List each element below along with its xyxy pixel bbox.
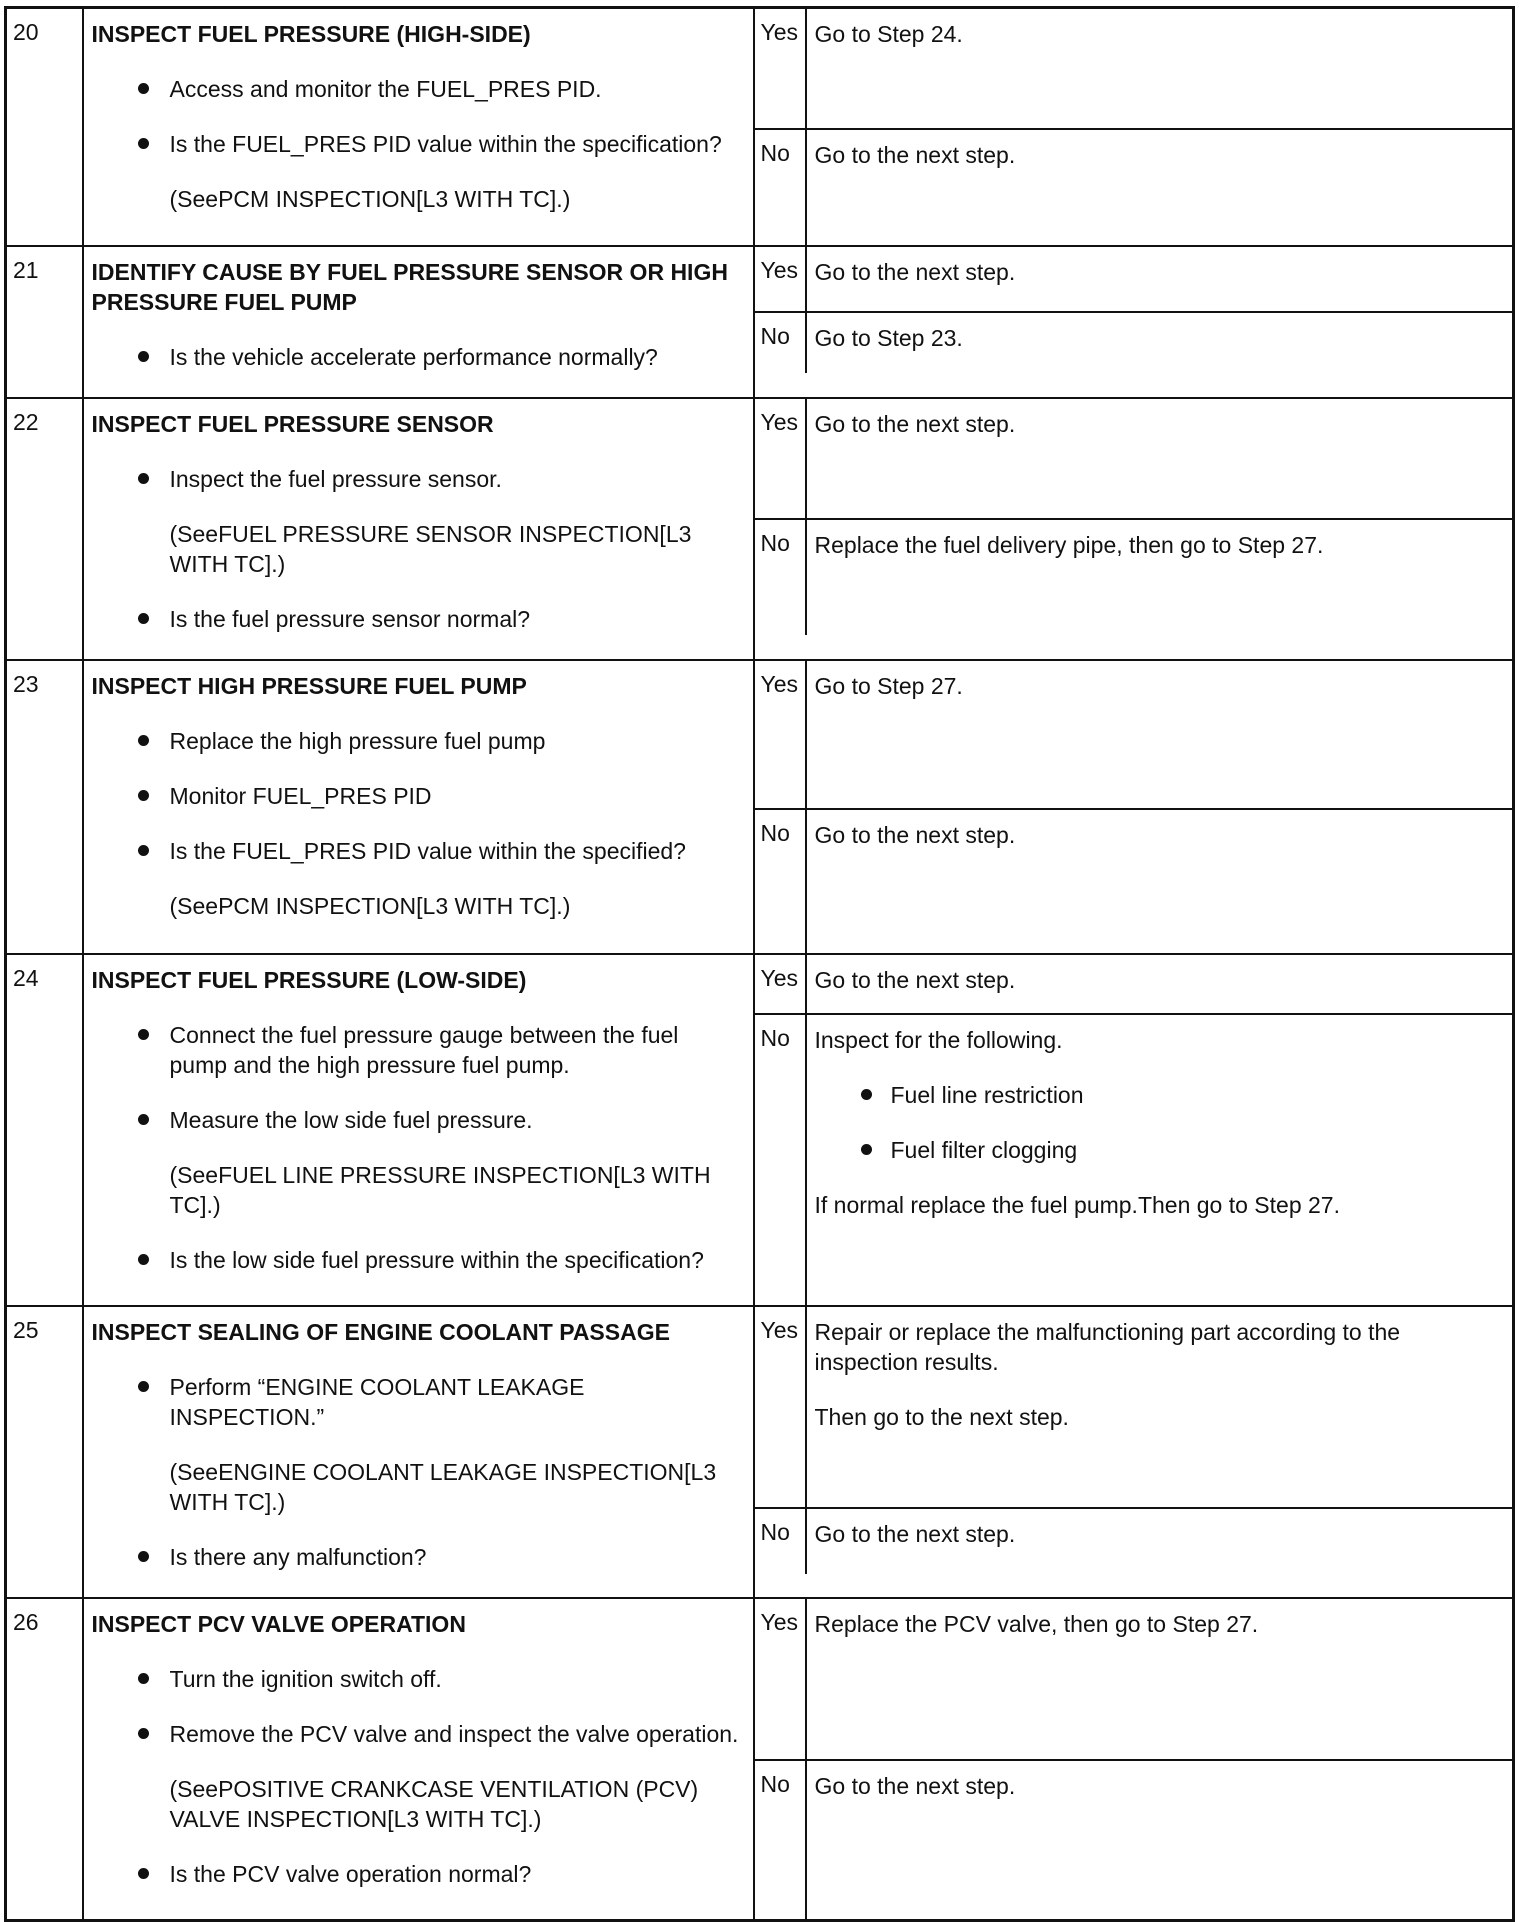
result-stack bbox=[755, 661, 1513, 953]
step-title: INSPECT FUEL PRESSURE (LOW-SIDE) bbox=[91, 967, 527, 993]
result-stack bbox=[755, 399, 1513, 635]
no-result bbox=[755, 313, 1513, 373]
bullet-text: Connect the fuel pressure gauge between the fuel pump and the high pressure fuel pump. bbox=[169, 1022, 679, 1078]
yes-label: Yes bbox=[755, 247, 807, 311]
result-text bbox=[807, 1307, 1513, 1507]
bullet-dot-icon bbox=[138, 1673, 149, 1684]
result-line: Go to Step 23. bbox=[814, 325, 963, 351]
step-bullet-list bbox=[92, 1020, 741, 1275]
step-result bbox=[754, 398, 1514, 660]
step-bullet bbox=[92, 1372, 741, 1517]
bullet-text: Access and monitor the FUEL_PRES PID. bbox=[169, 76, 602, 102]
bullet-text: Inspect the fuel pressure sensor. bbox=[169, 466, 502, 492]
bullet-text: Is the FUEL_PRES PID value within the specified? bbox=[169, 838, 686, 864]
bullet-text: Replace the high pressure fuel pump bbox=[169, 728, 546, 754]
step-bullet bbox=[92, 781, 741, 811]
step-number: 21 bbox=[6, 246, 83, 398]
step-number: 26 bbox=[6, 1598, 83, 1921]
bullet-text: Monitor FUEL_PRES PID bbox=[169, 783, 432, 809]
yes-label: Yes bbox=[755, 399, 807, 518]
step-result bbox=[754, 954, 1514, 1306]
result-line: Repair or replace the malfunctioning part according to the inspection results. bbox=[814, 1319, 1401, 1375]
step-bullet-list bbox=[92, 1664, 741, 1889]
no-result bbox=[755, 1761, 1513, 1919]
step-action bbox=[83, 8, 754, 247]
result-text bbox=[807, 399, 1513, 518]
result-line: Go to the next step. bbox=[814, 411, 1016, 437]
step-title: INSPECT FUEL PRESSURE (HIGH-SIDE) bbox=[91, 21, 531, 47]
step-number: 23 bbox=[6, 660, 83, 954]
step-row bbox=[6, 8, 1514, 247]
bullet-dot-icon bbox=[138, 1114, 149, 1125]
result-line: Go to the next step. bbox=[814, 259, 1016, 285]
bullet-dot-icon bbox=[138, 790, 149, 801]
result-line: Replace the fuel delivery pipe, then go to Step 27. bbox=[814, 532, 1324, 558]
step-action bbox=[83, 660, 754, 954]
bullet-dot-icon bbox=[138, 1029, 149, 1040]
result-text bbox=[807, 520, 1513, 635]
bullet-dot-icon bbox=[138, 83, 149, 94]
step-row bbox=[6, 246, 1514, 398]
step-result bbox=[754, 660, 1514, 954]
yes-result bbox=[755, 661, 1513, 810]
diagnostic-procedure-document bbox=[4, 6, 1515, 1887]
step-bullet bbox=[92, 1859, 741, 1889]
yes-label: Yes bbox=[755, 1599, 807, 1759]
step-bullet bbox=[92, 1105, 741, 1220]
result-line: Go to the next step. bbox=[814, 967, 1016, 993]
see-reference-link[interactable]: (SeePCM INSPECTION[L3 WITH TC].) bbox=[169, 893, 571, 919]
result-text bbox=[807, 9, 1513, 128]
step-bullet bbox=[92, 1719, 741, 1834]
result-bullet-text: Fuel filter clogging bbox=[890, 1137, 1078, 1163]
step-row bbox=[6, 660, 1514, 954]
bullet-text: Measure the low side fuel pressure. bbox=[169, 1107, 533, 1133]
yes-result bbox=[755, 9, 1513, 130]
result-line: Go to the next step. bbox=[814, 1521, 1016, 1547]
no-label: No bbox=[755, 520, 807, 635]
see-reference-link[interactable]: (SeeFUEL PRESSURE SENSOR INSPECTION[L3 WITH TC].) bbox=[169, 521, 692, 577]
result-line: Then go to the next step. bbox=[814, 1404, 1069, 1430]
bullet-text: Remove the PCV valve and inspect the valve operation. bbox=[169, 1721, 739, 1747]
yes-label: Yes bbox=[755, 9, 807, 128]
result-text bbox=[807, 1761, 1513, 1919]
bullet-dot-icon bbox=[138, 138, 149, 149]
yes-label: Yes bbox=[755, 1307, 807, 1507]
result-text bbox=[807, 810, 1513, 953]
bullet-dot-icon bbox=[138, 1728, 149, 1739]
see-reference-link[interactable]: (SeeFUEL LINE PRESSURE INSPECTION[L3 WITH TC].) bbox=[169, 1162, 711, 1218]
result-line: If normal replace the fuel pump.Then go to Step 27. bbox=[814, 1192, 1340, 1218]
result-text bbox=[807, 313, 1513, 373]
step-action bbox=[83, 398, 754, 660]
step-result bbox=[754, 1306, 1514, 1598]
bullet-text: Turn the ignition switch off. bbox=[169, 1666, 442, 1692]
step-bullet-list bbox=[92, 464, 741, 634]
no-result bbox=[755, 1509, 1513, 1574]
step-title: IDENTIFY CAUSE BY FUEL PRESSURE SENSOR OR HIGH PRESSURE FUEL PUMP bbox=[91, 259, 728, 315]
step-action bbox=[83, 1306, 754, 1598]
step-bullet-list bbox=[92, 1372, 741, 1572]
step-bullet bbox=[92, 1020, 741, 1080]
no-result bbox=[755, 810, 1513, 953]
result-bullet-list bbox=[815, 1080, 1503, 1165]
step-bullet-list bbox=[92, 342, 741, 372]
step-title: INSPECT FUEL PRESSURE SENSOR bbox=[91, 411, 494, 437]
result-text bbox=[807, 1599, 1513, 1759]
no-label: No bbox=[755, 810, 807, 953]
step-bullet bbox=[92, 129, 741, 214]
step-action bbox=[83, 246, 754, 398]
bullet-text: Is the vehicle accelerate performance normally? bbox=[169, 344, 658, 370]
no-label: No bbox=[755, 1761, 807, 1919]
result-text bbox=[807, 130, 1513, 245]
result-text bbox=[807, 955, 1513, 1013]
bullet-dot-icon bbox=[138, 351, 149, 362]
yes-label: Yes bbox=[755, 661, 807, 808]
step-title: INSPECT HIGH PRESSURE FUEL PUMP bbox=[91, 673, 527, 699]
bullet-text: Is the FUEL_PRES PID value within the specification? bbox=[169, 131, 722, 157]
result-line: Go to the next step. bbox=[814, 1773, 1016, 1799]
step-number: 25 bbox=[6, 1306, 83, 1598]
bullet-text: Is the fuel pressure sensor normal? bbox=[169, 606, 531, 632]
step-row bbox=[6, 398, 1514, 660]
bullet-dot-icon bbox=[861, 1144, 872, 1155]
result-line: Go to Step 27. bbox=[814, 673, 963, 699]
bullet-dot-icon bbox=[138, 613, 149, 624]
yes-result bbox=[755, 1307, 1513, 1509]
no-label: No bbox=[755, 313, 807, 373]
step-number: 20 bbox=[6, 8, 83, 247]
step-bullet bbox=[92, 342, 741, 372]
result-text bbox=[807, 661, 1513, 808]
step-bullet bbox=[92, 604, 741, 634]
step-title: INSPECT PCV VALVE OPERATION bbox=[91, 1611, 466, 1637]
step-result bbox=[754, 246, 1514, 398]
result-bullet bbox=[815, 1135, 1503, 1165]
result-line: Go to Step 24. bbox=[814, 21, 963, 47]
result-stack bbox=[755, 1307, 1513, 1574]
step-bullet-list bbox=[92, 726, 741, 921]
result-line: Go to the next step. bbox=[814, 822, 1016, 848]
result-line: Replace the PCV valve, then go to Step 27. bbox=[814, 1611, 1259, 1637]
result-stack bbox=[755, 9, 1513, 245]
step-result bbox=[754, 1598, 1514, 1921]
result-text bbox=[807, 247, 1513, 311]
result-stack bbox=[755, 1599, 1513, 1919]
bullet-dot-icon bbox=[138, 1551, 149, 1562]
result-bullet-text: Fuel line restriction bbox=[890, 1082, 1084, 1108]
see-reference-link[interactable]: (SeeENGINE COOLANT LEAKAGE INSPECTION[L3 WITH TC].) bbox=[169, 1459, 717, 1515]
step-bullet bbox=[92, 464, 741, 579]
step-number: 24 bbox=[6, 954, 83, 1306]
result-stack bbox=[755, 955, 1513, 1305]
bullet-dot-icon bbox=[861, 1089, 872, 1100]
step-bullet bbox=[92, 1542, 741, 1572]
step-result bbox=[754, 8, 1514, 247]
bullet-dot-icon bbox=[138, 473, 149, 484]
step-row bbox=[6, 1598, 1514, 1921]
bullet-dot-icon bbox=[138, 735, 149, 746]
step-title: INSPECT SEALING OF ENGINE COOLANT PASSAGE bbox=[91, 1319, 670, 1345]
see-reference-link[interactable]: (SeePOSITIVE CRANKCASE VENTILATION (PCV) VALVE INSPECTION[L3 WITH TC].) bbox=[169, 1776, 699, 1832]
step-row bbox=[6, 954, 1514, 1306]
bullet-text: Is there any malfunction? bbox=[169, 1544, 427, 1570]
bullet-dot-icon bbox=[138, 845, 149, 856]
bullet-dot-icon bbox=[138, 1868, 149, 1879]
bullet-dot-icon bbox=[138, 1381, 149, 1392]
no-label: No bbox=[755, 1509, 807, 1574]
see-reference-link[interactable]: (SeePCM INSPECTION[L3 WITH TC].) bbox=[169, 186, 571, 212]
step-action bbox=[83, 1598, 754, 1921]
no-label: No bbox=[755, 1015, 807, 1305]
result-line: Go to the next step. bbox=[814, 142, 1016, 168]
step-number: 22 bbox=[6, 398, 83, 660]
step-bullet bbox=[92, 836, 741, 921]
step-bullet bbox=[92, 74, 741, 104]
no-result bbox=[755, 520, 1513, 635]
result-text bbox=[807, 1015, 1513, 1305]
step-bullet-list bbox=[92, 74, 741, 214]
bullet-text: Is the PCV valve operation normal? bbox=[169, 1861, 532, 1887]
step-action bbox=[83, 954, 754, 1306]
result-line: Inspect for the following. bbox=[814, 1027, 1063, 1053]
step-bullet bbox=[92, 1664, 741, 1694]
no-label: No bbox=[755, 130, 807, 245]
diagnostic-steps-table bbox=[4, 6, 1515, 1922]
step-bullet bbox=[92, 726, 741, 756]
bullet-dot-icon bbox=[138, 1254, 149, 1265]
step-bullet bbox=[92, 1245, 741, 1275]
no-result bbox=[755, 1015, 1513, 1305]
bullet-text: Is the low side fuel pressure within the specification? bbox=[169, 1247, 704, 1273]
yes-result bbox=[755, 399, 1513, 520]
yes-label: Yes bbox=[755, 955, 807, 1013]
yes-result bbox=[755, 955, 1513, 1015]
result-text bbox=[807, 1509, 1513, 1574]
yes-result bbox=[755, 247, 1513, 313]
result-bullet bbox=[815, 1080, 1503, 1110]
no-result bbox=[755, 130, 1513, 245]
result-stack bbox=[755, 247, 1513, 373]
yes-result bbox=[755, 1599, 1513, 1761]
bullet-text: Perform “ENGINE COOLANT LEAKAGE INSPECTION.” bbox=[169, 1374, 585, 1430]
step-row bbox=[6, 1306, 1514, 1598]
